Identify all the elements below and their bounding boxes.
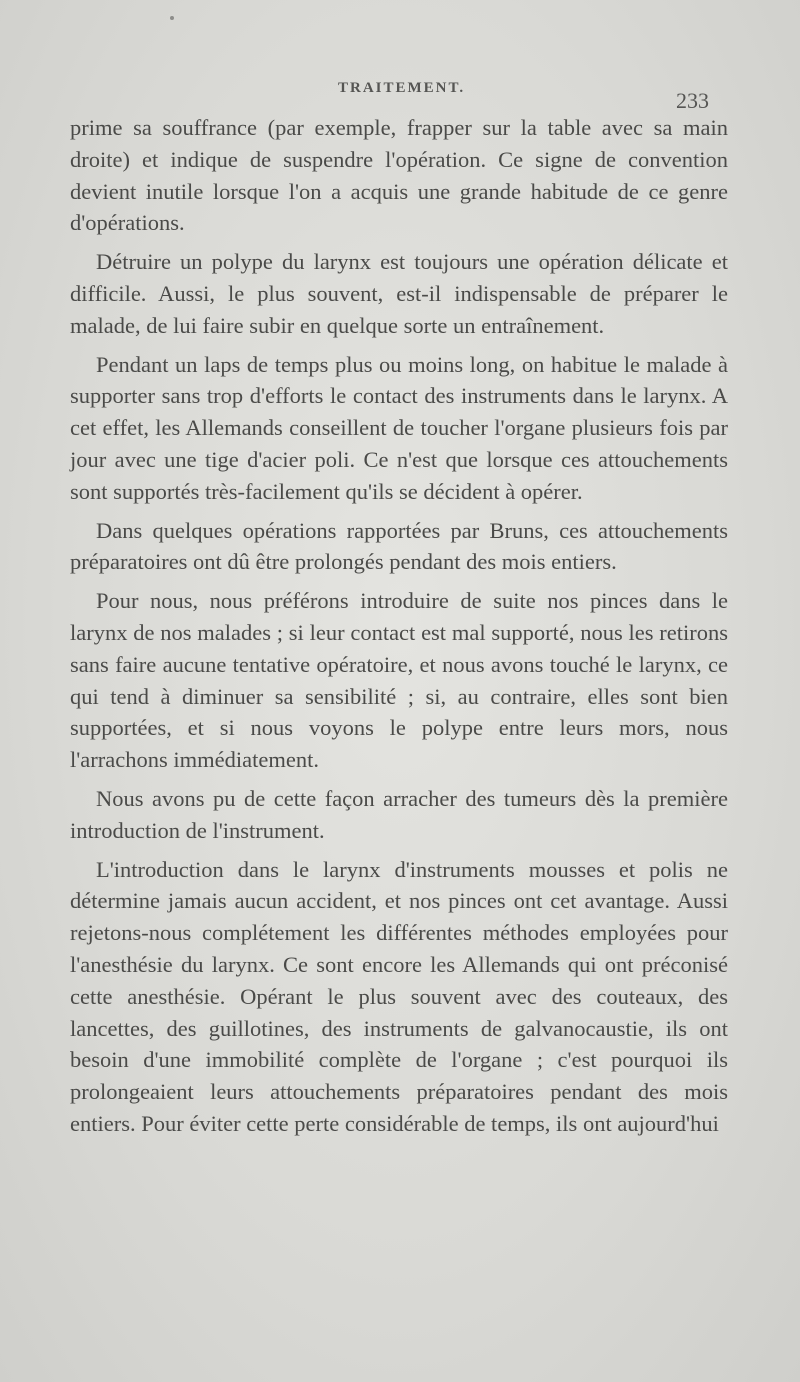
paragraph-continuation: prime sa souffrance (par exemple, frapper sur la table avec sa main droite) et indique de suspendre l'opération. Ce signe de convention devient inutile lorsque l'on a acquis une grande habitude de ce genre d'opérations. [70, 115, 728, 236]
paragraph: Nous avons pu de cette façon arracher des tumeurs dès la première introduction de l'instrument. [70, 785, 728, 843]
paragraph: Pour nous, nous préférons introduire de suite nos pinces dans le larynx de nos malades ; si leur contact est mal supporté, nous les retirons sans faire aucune tentative opératoire, et nous avons touché le larynx, ce qui tend à diminuer sa sensibilité ; si, au contraire, elles sont bien supportées, et si nous voyons le polype entre leurs mors, nous l'arrachons immédiatement. [70, 588, 728, 773]
page-number: 233 [676, 88, 709, 113]
paragraph: Détruire un polype du larynx est toujours une opération délicate et difficile. Aussi, le plus souvent, est-il indispensable de préparer le malade, de lui faire subir en quelque sorte un entraînement. [70, 249, 728, 338]
paragraph: Pendant un laps de temps plus ou moins long, on habitue le malade à supporter sans trop d'efforts le contact des instruments dans le larynx. A cet effet, les Allemands conseillent de toucher l'organe plusieurs fois par jour avec une tige d'acier poli. Ce n'est que lorsque ces attouchements sont supportés très-facilement qu'ils se décident à opérer. [70, 351, 728, 504]
body-text [70, 112, 728, 1147]
running-title: TRAITEMENT. [338, 80, 466, 96]
ink-speck [170, 16, 174, 20]
paragraph: Dans quelques opérations rapportées par Bruns, ces attouchements préparatoires ont dû être prolongés pendant des mois entiers. [70, 517, 728, 575]
page-header [0, 78, 800, 113]
paragraph: L'introduction dans le larynx d'instruments mousses et polis ne détermine jamais aucun accident, et nos pinces ont cet avantage. Aussi rejetons-nous complétement les différentes méthodes employées pour l'anesthésie du larynx. Ce sont encore les Allemands qui ont préconisé cette anesthésie. Opérant le plus souvent avec des couteaux, des lancettes, des guillotines, des instruments de galvanocaustie, ils ont besoin d'une immobilité complète de l'organe ; c'est pourquoi ils prolongeaient leurs attouchements préparatoires pendant des mois entiers. Pour éviter cette perte considérable de temps, ils ont aujourd'hui [70, 856, 728, 1136]
